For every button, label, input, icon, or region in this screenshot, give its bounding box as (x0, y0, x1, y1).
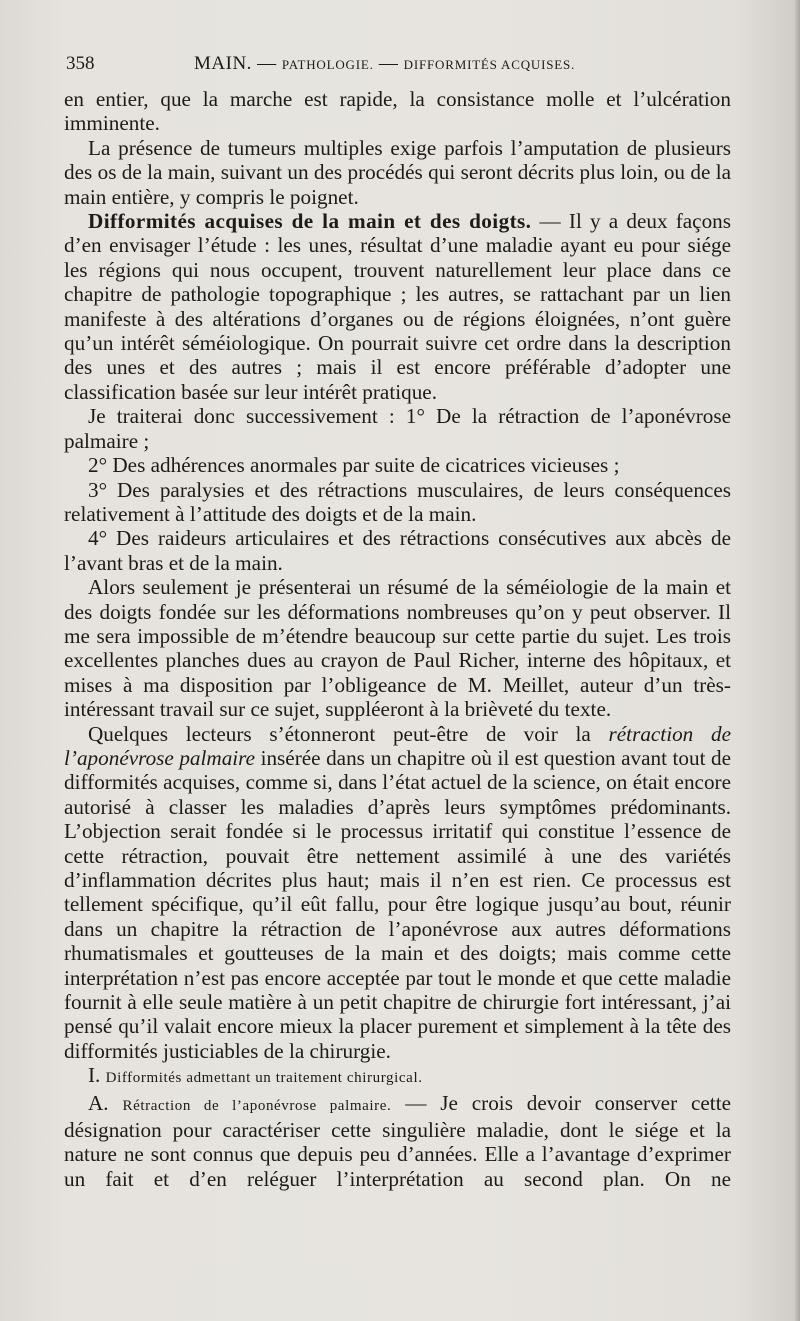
paragraph-objection-a: Quelques lecteurs s’étonneront peut-être de voir la (88, 721, 609, 746)
paragraph-objection-b: insérée dans un chapitre où il est question avant tout de difformités acquises, comme si, dans l’état actuel de la science, on était encore autorisé à classer les maladies d’après leurs symptômes prédominants. L’objection serait fondée si le processus irritatif qui constitue l’essence de cette rétraction, pouvait être nettement assimilé à une des variétés d’inflammation décrites plus haut; mais il n’en est rien. Ce processus est tellement spécifique, qu’il eût fallu, pour être logique jusqu’au bout, réunir dans un chapitre la rétraction de l’aponévrose aux autres déformations rhumatismales et goutteuses de la main et des doigts; mais comme cette interprétation n’est pas encore acceptée par tout le monde et que cette maladie fournit à elle seule matière à un petit chapitre de chirurgie fort intéressant, j’ai pensé qu’il valait encore mieux la placer purement et simplement à la tête des difformités justiciables de la chirurgie. (64, 745, 732, 1063)
paragraph-retraction-letter: A. (88, 1090, 109, 1115)
paragraph-retraction-title: Rétraction de l’aponévrose palmaire. (122, 1097, 392, 1114)
paragraph-continuation: en entier, que la marche est rapide, la consistance molle et l’ulcération imminente. (64, 87, 731, 136)
running-title-subsection: DIFFORMITÉS ACQUISES. (403, 57, 576, 72)
running-header (66, 53, 731, 81)
page-edge (794, 0, 800, 1321)
paragraph-retraction-body: — Je crois devoir conserver cette désignation pour caractériser cette singulière maladie, dont le siége et la nature ne sont connus que depuis peu d’années. Elle a l’avantage d’exprimer un fait et d’en reléguer l’interprétation au second plan. On ne (64, 1090, 731, 1191)
paragraph-objection (64, 722, 731, 1064)
subsection-number: I. (88, 1063, 101, 1088)
running-title-separator: — (257, 53, 277, 74)
paragraph-difformites-intro (64, 209, 731, 404)
body-text (64, 87, 731, 1191)
paragraph-retraction (64, 1091, 731, 1192)
paragraph-plan: Je traiterai donc successivement : 1° De la rétraction de l’aponévrose palmaire ; (64, 404, 731, 453)
running-title (194, 53, 575, 75)
list-item-4: 4° Des raideurs articulaires et des rétractions consécutives aux abcès de l’avant bras et de la main. (64, 526, 731, 575)
subsection-title: Difformités admettant un traitement chirurgical. (105, 1070, 423, 1087)
paragraph-tumeurs: La présence de tumeurs multiples exige parfois l’amputation de plusieurs des os de la main, suivant un des procédés qui seront décrits plus loin, ou de la main entière, y compris le poignet. (64, 135, 731, 209)
paragraph-objection-italic: rétraction de l’aponévrose palmaire (64, 721, 731, 770)
running-title-separator-2: — (378, 53, 399, 74)
list-item-3: 3° Des paralysies et des rétractions musculaires, de leurs conséquences relativement à l’attitude des doigts et de la main. (64, 477, 731, 526)
paragraph-difformites-body: — Il y a deux façons d’en envisager l’étude : les unes, résultat d’une maladie ayant eu pour siége les régions qui nous occupent, trouvent naturellement leur place dans ce chapitre de pathologie topographique ; les autres, se rattachant par un lien manifeste à des altérations d’organes ou de régions éloignées, n’ont guère qu’un intérêt séméiologique. On pourrait suivre cet ordre dans la description des unes et des autres ; mais il est encore préférable d’adopter une classification basée sur leur intérêt pratique. (64, 209, 732, 404)
running-title-section: PATHOLOGIE. (281, 57, 374, 72)
page-number: 358 (66, 53, 95, 74)
running-title-main: MAIN. (194, 53, 252, 74)
list-item-2: 2° Des adhérences anormales par suite de cicatrices vicieuses ; (88, 453, 620, 478)
section-heading: Difformités acquises de la main et des doigts. (88, 209, 532, 234)
subsection-heading (64, 1063, 731, 1090)
paragraph-semeiologie: Alors seulement je présenterai un résumé de la séméiologie de la main et des doigts fondée sur les déformations nombreuses qu’on y peut observer. Il me sera impossible de m’étendre beaucoup sur cette partie du sujet. Les trois excellentes planches dues au crayon de Paul Richer, interne des hôpitaux, et mises à ma disposition par l’obligeance de M. Meillet, auteur d’un très-intéressant travail sur ce sujet, suppléeront à la brièveté du texte. (64, 575, 731, 722)
